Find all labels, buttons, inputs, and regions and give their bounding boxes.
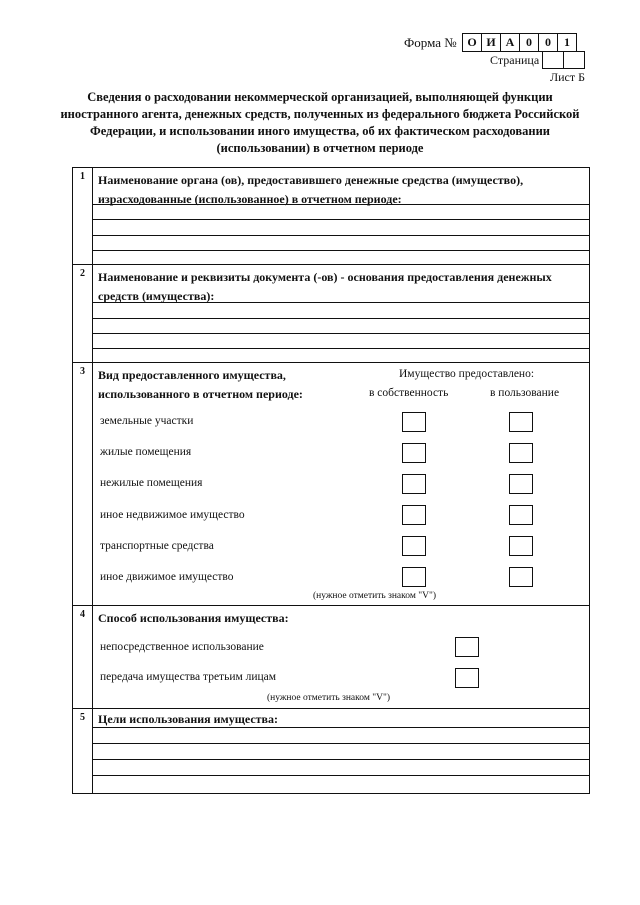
ownership-checkbox[interactable]	[402, 536, 426, 556]
property-type-label: иное недвижимое имущество	[100, 509, 245, 521]
section-number: 2	[80, 268, 85, 279]
ownership-checkbox[interactable]	[402, 474, 426, 494]
column-usage: в пользование	[490, 387, 560, 399]
section-heading: Наименование и реквизиты документа (-ов) - основания предоставления денежных средств (имущества):	[98, 270, 552, 303]
property-type-label: транспортные средства	[100, 540, 214, 552]
ownership-checkbox[interactable]	[402, 412, 426, 432]
section-number: 1	[80, 171, 85, 182]
ownership-checkbox[interactable]	[402, 567, 426, 587]
property-type-label: земельные участки	[100, 415, 194, 427]
page-number-field[interactable]	[542, 51, 585, 69]
form-number-label: Форма №	[404, 35, 457, 50]
form-code-cell: И	[482, 34, 501, 51]
entry-line[interactable]	[93, 727, 589, 728]
section-1	[72, 167, 590, 265]
column-ownership: в собственность	[369, 387, 449, 399]
section-number-column	[73, 168, 93, 264]
entry-line[interactable]	[93, 250, 589, 251]
section-number-column	[73, 363, 93, 605]
property-type-label: иное движимое имущество	[100, 571, 234, 583]
section-3	[72, 362, 590, 606]
section-4	[72, 605, 590, 709]
section-heading: Цели использования имущества:	[98, 712, 279, 726]
form-code-cell: 0	[539, 34, 558, 51]
entry-line[interactable]	[93, 235, 589, 236]
page-number-cell[interactable]	[543, 52, 564, 68]
form-code-cell: А	[501, 34, 520, 51]
entry-line[interactable]	[93, 219, 589, 220]
form-code-cell: О	[463, 34, 482, 51]
form-number-field	[462, 33, 577, 52]
usage-method-label: непосредственное использование	[100, 641, 264, 653]
property-type-label: нежилые помещения	[100, 477, 203, 489]
entry-line[interactable]	[93, 333, 589, 334]
provided-header: Имущество предоставлено:	[399, 368, 535, 380]
checkbox-hint: (нужное отметить знаком "V")	[267, 693, 390, 703]
ownership-checkbox[interactable]	[402, 505, 426, 525]
section-heading: Вид предоставленного имущества, использованного в отчетном периоде:	[98, 368, 303, 401]
entry-line[interactable]	[93, 318, 589, 319]
section-heading: Способ использования имущества:	[98, 611, 289, 625]
page-number-cell[interactable]	[564, 52, 584, 68]
usage-method-checkbox[interactable]	[455, 668, 479, 688]
entry-line[interactable]	[93, 743, 589, 744]
section-number-column	[73, 265, 93, 362]
document-title: Сведения о расходовании некоммерческой организацией, выполняющей функции иностранного агента, денежных средств, полученных из федерального бюджета Российской Федерации, и использовании иного имущества, об их фактическом расходовании (использовании) в отчетном периоде	[60, 90, 580, 155]
section-2	[72, 264, 590, 363]
section-heading: Наименование органа (ов), предоставившего денежные средства (имущество), израсходованные (использованное) в отчетном периоде:	[98, 173, 524, 206]
section-number-column	[73, 606, 93, 708]
entry-line[interactable]	[93, 759, 589, 760]
sheet-label: Лист Б	[550, 70, 586, 84]
entry-line[interactable]	[93, 204, 589, 205]
checkbox-hint: (нужное отметить знаком "V")	[313, 591, 436, 601]
ownership-checkbox[interactable]	[402, 443, 426, 463]
section-5	[72, 708, 590, 794]
page-label: Страница	[490, 53, 540, 67]
section-number-column	[73, 709, 93, 793]
usage-checkbox[interactable]	[509, 567, 533, 587]
usage-method-checkbox[interactable]	[455, 637, 479, 657]
usage-method-label: передача имущества третьим лицам	[100, 671, 277, 683]
property-type-label: жилые помещения	[100, 446, 192, 458]
entry-line[interactable]	[93, 302, 589, 303]
section-number: 4	[80, 609, 85, 620]
usage-checkbox[interactable]	[509, 443, 533, 463]
form-code-cell: 0	[520, 34, 539, 51]
entry-line[interactable]	[93, 348, 589, 349]
section-number: 5	[80, 712, 85, 723]
form-code-cell: 1	[564, 35, 570, 49]
usage-checkbox[interactable]	[509, 412, 533, 432]
usage-checkbox[interactable]	[509, 474, 533, 494]
usage-checkbox[interactable]	[509, 536, 533, 556]
entry-line[interactable]	[93, 775, 589, 776]
usage-checkbox[interactable]	[509, 505, 533, 525]
section-number: 3	[80, 366, 85, 377]
